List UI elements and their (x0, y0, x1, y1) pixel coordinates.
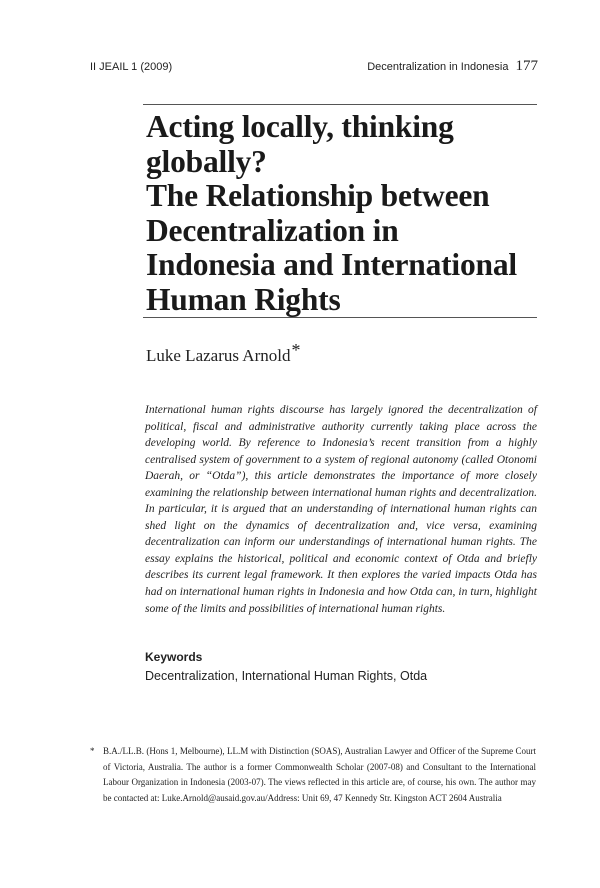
title-line: globally? (146, 143, 267, 179)
title-line: Decentralization in (146, 212, 399, 248)
keywords-list: Decentralization, International Human Rights, Otda (145, 669, 428, 683)
keywords-heading: Keywords (145, 650, 203, 664)
author-footnote-mark[interactable]: * (291, 340, 301, 360)
title-line: Acting locally, thinking (146, 109, 454, 144)
journal-citation: II JEAIL 1 (2009) (90, 61, 173, 73)
abstract: International human rights discourse has largely ignored the decentralization of political, fiscal and administrative authority currently taking place across the developing world. By reference to Indonesia’s recent transition from a highly centralised system of government to a system of regional autonomy (called Otonomi Daerah, or “Otda”), this article demonstrates the importance of more closely examining the relationship between international human rights and decentralization. In particular, it is argued that an understanding of international human rights can shed light on the dynamics of decentralization and, vice versa, examining decentralization can inform our understandings of international human rights. The essay explains the historical, political and economic context of Otda and briefly describes its current legal framework. It then explores the varied impacts Otda has had on international human rights in Indonesia and how Otda can, in turn, highlight some of the limits and possibilities of international human rights. (145, 404, 537, 615)
title-line: Indonesia and International (146, 247, 517, 283)
running-title: Decentralization in Indonesia (367, 61, 509, 73)
page-number: 177 (515, 58, 538, 74)
footnote-mark: * (90, 746, 95, 756)
footnote (90, 744, 536, 806)
title-line: Human Rights (146, 281, 341, 317)
author-name: Luke Lazarus Arnold (146, 346, 291, 365)
running-header (367, 58, 538, 75)
footnote-text: B.A./LL.B. (Hons 1, Melbourne), LL.M with Distinction (SOAS), Australian Lawyer and Officer of the Supreme Court of Victoria, Australia. The author is a former Commonwealth Scholar (2007-08) and Consultant to the International Labour Organization in Indonesia (2003-07). The views reflected in this article are, of course, his own. The author may be contacted at: Luke.Arnold@ausaid.gov.au/Address: Unit 69, 47 Kennedy Str. Kingston ACT 2604 Australia (103, 746, 536, 803)
title-rule-bottom (143, 317, 537, 318)
article-title (146, 110, 541, 318)
author-line (146, 340, 300, 366)
title-rule-top (143, 104, 537, 105)
title-line: The Relationship between (146, 178, 490, 214)
